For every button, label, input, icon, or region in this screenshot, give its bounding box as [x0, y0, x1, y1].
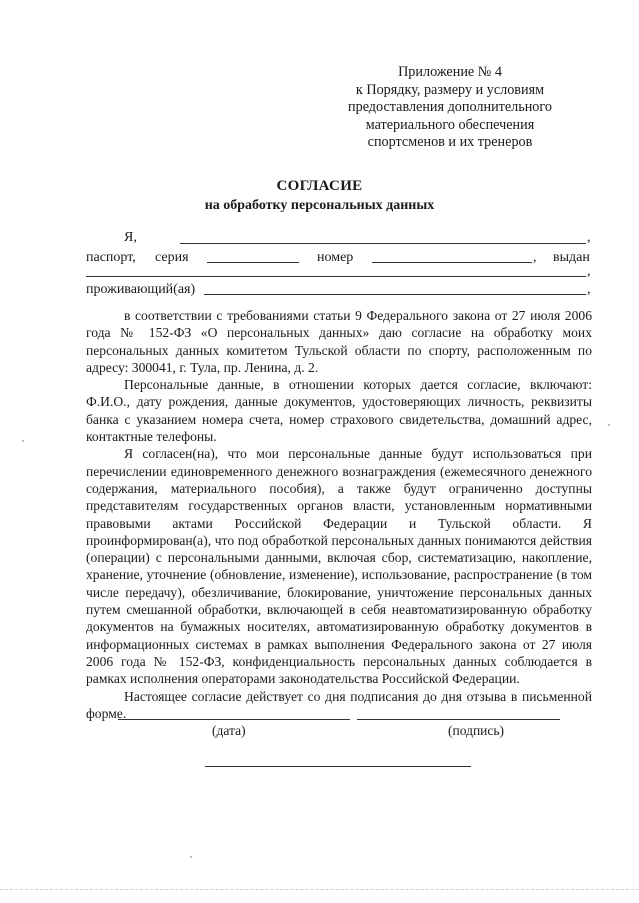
appendix-block: [330, 64, 570, 152]
passport-series-field[interactable]: [207, 262, 299, 263]
issued-by-field[interactable]: [86, 276, 586, 277]
scan-speck: [608, 424, 610, 426]
number-comma: ,: [533, 250, 537, 265]
full-name-comma: ,: [587, 230, 591, 245]
consent-body: [86, 307, 592, 722]
date-field[interactable]: [118, 719, 350, 720]
appendix-line-5: спортсменов и их тренеров: [367, 134, 533, 150]
document-title: СОГЛАСИЕ: [276, 178, 363, 194]
paragraph-validity: Настоящее согласие действует со дня подписания до дня отзыва в письменной форме.: [86, 688, 592, 721]
passport-label: паспорт,: [86, 250, 136, 265]
paragraph-data-scope: Персональные данные, в отношении которых дается согласие, включают: Ф.И.О., дату рождения, данные документов, удостоверяющих личность, реквизиты банка с указанием номера счета, номер страхового свидетельства, домашний адрес, контактные телефоны.: [86, 377, 592, 445]
signature-caption: (подпись): [448, 723, 505, 738]
issued-label: выдан: [553, 250, 590, 265]
i-label: Я,: [124, 230, 137, 245]
appendix-line-4: материального обеспечения: [365, 116, 535, 133]
address-field[interactable]: [204, 294, 586, 295]
paragraph-legal-basis: в соответствии с требованиями статьи 9 Федерального закона от 27 июля 2006 года № 152-ФЗ «О персональных данных» даю согласие на обработку моих персональных данных комитетом Тульской области по спорту, расположенным по адресу: 300041, г. Тула, пр. Ленина, д. 2.: [86, 308, 592, 375]
scan-speck: [190, 856, 192, 858]
residing-label: проживающий(ая): [86, 282, 196, 297]
address-comma: ,: [587, 282, 591, 297]
name-decoding-field[interactable]: [205, 766, 471, 767]
appendix-line-1: Приложение № 4: [398, 64, 502, 80]
number-label: номер: [317, 250, 354, 265]
scan-edge-artifact: [0, 889, 639, 890]
series-label: серия: [155, 250, 189, 265]
appendix-line-3: предоставления дополнительного: [348, 99, 552, 115]
issued-by-comma: ,: [587, 264, 591, 279]
date-caption: (дата): [212, 723, 246, 738]
document-subtitle: на обработку персональных данных: [204, 198, 435, 213]
full-name-field[interactable]: [180, 243, 586, 244]
scan-speck: [22, 440, 24, 442]
paragraph-processing: Я согласен(на), что мои персональные данные будут использоваться при перечислении единовременного денежного вознаграждения (ежемесячного денежного содержания, материального пособия), а также будут ограниченно доступны представителям государственных органов власти, установленным нормативными правовыми актами Российской Федерации и Тульской области. Я проинформирован(а), что под обработкой персональных данных понимаются действия (операции) с персональными данными, включая сбор, систематизацию, накопление, хранение, уточнение (обновление, изменение), использование, распространение (в том числе передачу), обезличивание, блокирование, уничтожение персональных данных путем смешанной обработки, включающей в себя неавтоматизированную обработку документов на бумажных носителях, автоматизированную обработку документов в информационных системах в рамках выполнения Федерального закона от 27 июля 2006 года № 152-ФЗ, конфиденциальность персональных данных соблюдается в рамках исполнения операторами законодательства Российской Федерации.: [86, 446, 592, 687]
passport-number-field[interactable]: [372, 262, 532, 263]
appendix-line-2: к Порядку, размеру и условиям: [355, 81, 545, 98]
signature-field[interactable]: [357, 719, 560, 720]
